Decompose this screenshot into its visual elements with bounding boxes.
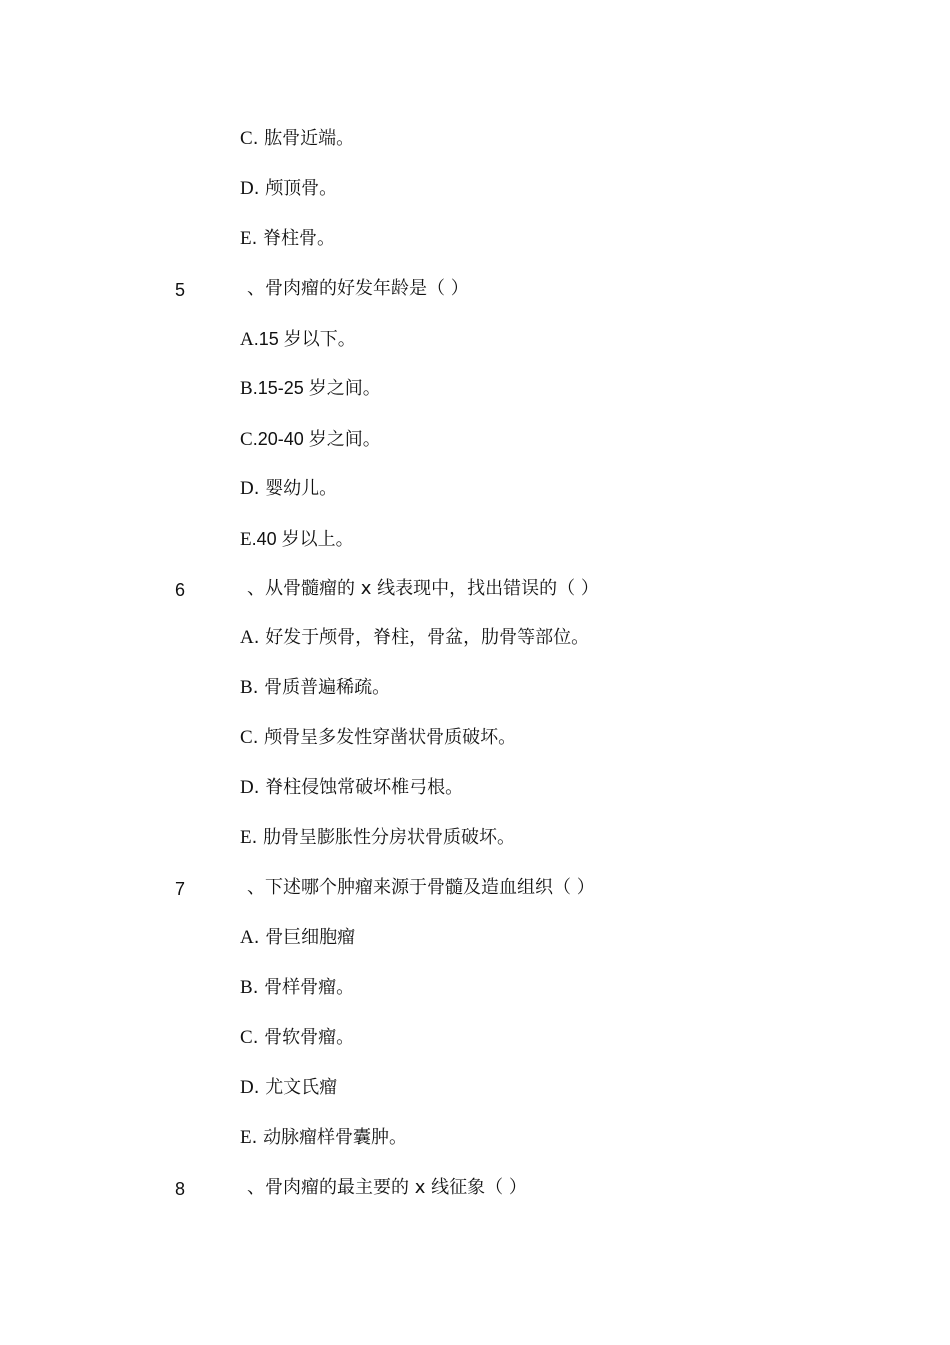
option-c <box>240 427 381 452</box>
option-letter: E <box>240 1127 252 1148</box>
option-text: .20-40 岁之间。 <box>252 429 381 449</box>
option-text: 脊柱侵蚀常破坏椎弓根。 <box>265 777 464 798</box>
option-b <box>240 976 354 1000</box>
question-text: 、骨肉瘤的最主要的 x 线征象（ ） <box>247 1177 527 1198</box>
option-c <box>240 1026 354 1050</box>
option-text: 骨巨细胞瘤 <box>265 927 356 948</box>
option-sep: . <box>251 1127 264 1148</box>
option-letter: D <box>240 1077 254 1098</box>
option-sep: . <box>251 827 264 848</box>
option-text: 骨软骨瘤。 <box>264 1027 355 1048</box>
option-c <box>240 726 516 750</box>
option-sep: . <box>252 128 265 149</box>
option-sep: . <box>253 1077 266 1098</box>
option-e <box>240 527 354 552</box>
option-b <box>240 676 390 700</box>
option-letter: A <box>240 329 254 350</box>
option-letter: C <box>240 1027 253 1048</box>
option-letter: A <box>240 627 254 648</box>
option-sep: . <box>253 627 266 648</box>
option-d <box>240 477 337 501</box>
option-text: 好发于颅骨，脊柱，骨盆，肋骨等部位。 <box>265 627 590 648</box>
option-letter: D <box>240 478 254 499</box>
question-text: 、从骨髓瘤的 x 线表现中，找出错误的（ ） <box>247 578 599 599</box>
option-d <box>240 776 463 800</box>
option-e <box>240 227 335 251</box>
option-text: 肋骨呈膨胀性分房状骨质破坏。 <box>263 827 516 848</box>
option-sep: . <box>251 228 264 249</box>
option-sep: . <box>252 677 265 698</box>
option-a <box>240 926 355 950</box>
option-c <box>240 127 354 151</box>
option-letter: C <box>240 128 253 149</box>
question-number: 8 <box>175 1179 186 1199</box>
question-text: 、骨肉瘤的好发年龄是（ ） <box>247 278 469 299</box>
question-number: 6 <box>175 580 186 600</box>
option-text: .15-25 岁之间。 <box>252 378 381 398</box>
question-number: 7 <box>175 879 186 899</box>
option-text: .15 岁以下。 <box>253 329 356 349</box>
option-sep: . <box>252 727 265 748</box>
option-text: 颅顶骨。 <box>265 178 338 199</box>
option-letter: C <box>240 429 253 450</box>
option-text: .40 岁以上。 <box>251 529 354 549</box>
question-text: 、下述哪个肿瘤来源于骨髓及造血组织（ ） <box>247 877 595 898</box>
option-text: 尤文氏瘤 <box>265 1077 338 1098</box>
option-b <box>240 376 381 401</box>
option-sep: . <box>253 478 266 499</box>
option-d <box>240 1076 337 1100</box>
option-a <box>240 327 356 352</box>
option-sep: . <box>252 1027 265 1048</box>
option-text: 颅骨呈多发性穿凿状骨质破坏。 <box>264 727 517 748</box>
option-text: 动脉瘤样骨囊肿。 <box>263 1127 408 1148</box>
option-text: 肱骨近端。 <box>264 128 355 149</box>
option-letter: E <box>240 827 252 848</box>
option-sep: . <box>252 977 265 998</box>
option-sep: . <box>253 927 266 948</box>
option-sep: . <box>253 777 266 798</box>
option-letter: B <box>240 677 253 698</box>
option-letter: D <box>240 178 254 199</box>
option-letter: B <box>240 378 253 399</box>
option-e <box>240 1126 407 1150</box>
option-letter: A <box>240 927 254 948</box>
option-a <box>240 626 589 650</box>
option-d <box>240 177 337 201</box>
option-e <box>240 826 515 850</box>
option-text: 婴幼儿。 <box>265 478 338 499</box>
option-text: 脊柱骨。 <box>263 228 336 249</box>
option-text: 骨质普遍稀疏。 <box>264 677 391 698</box>
option-letter: C <box>240 727 253 748</box>
option-letter: D <box>240 777 254 798</box>
option-letter: B <box>240 977 253 998</box>
option-sep: . <box>253 178 266 199</box>
option-letter: E <box>240 228 252 249</box>
option-text: 骨样骨瘤。 <box>264 977 355 998</box>
option-letter: E <box>240 529 252 550</box>
question-number: 5 <box>175 280 186 300</box>
